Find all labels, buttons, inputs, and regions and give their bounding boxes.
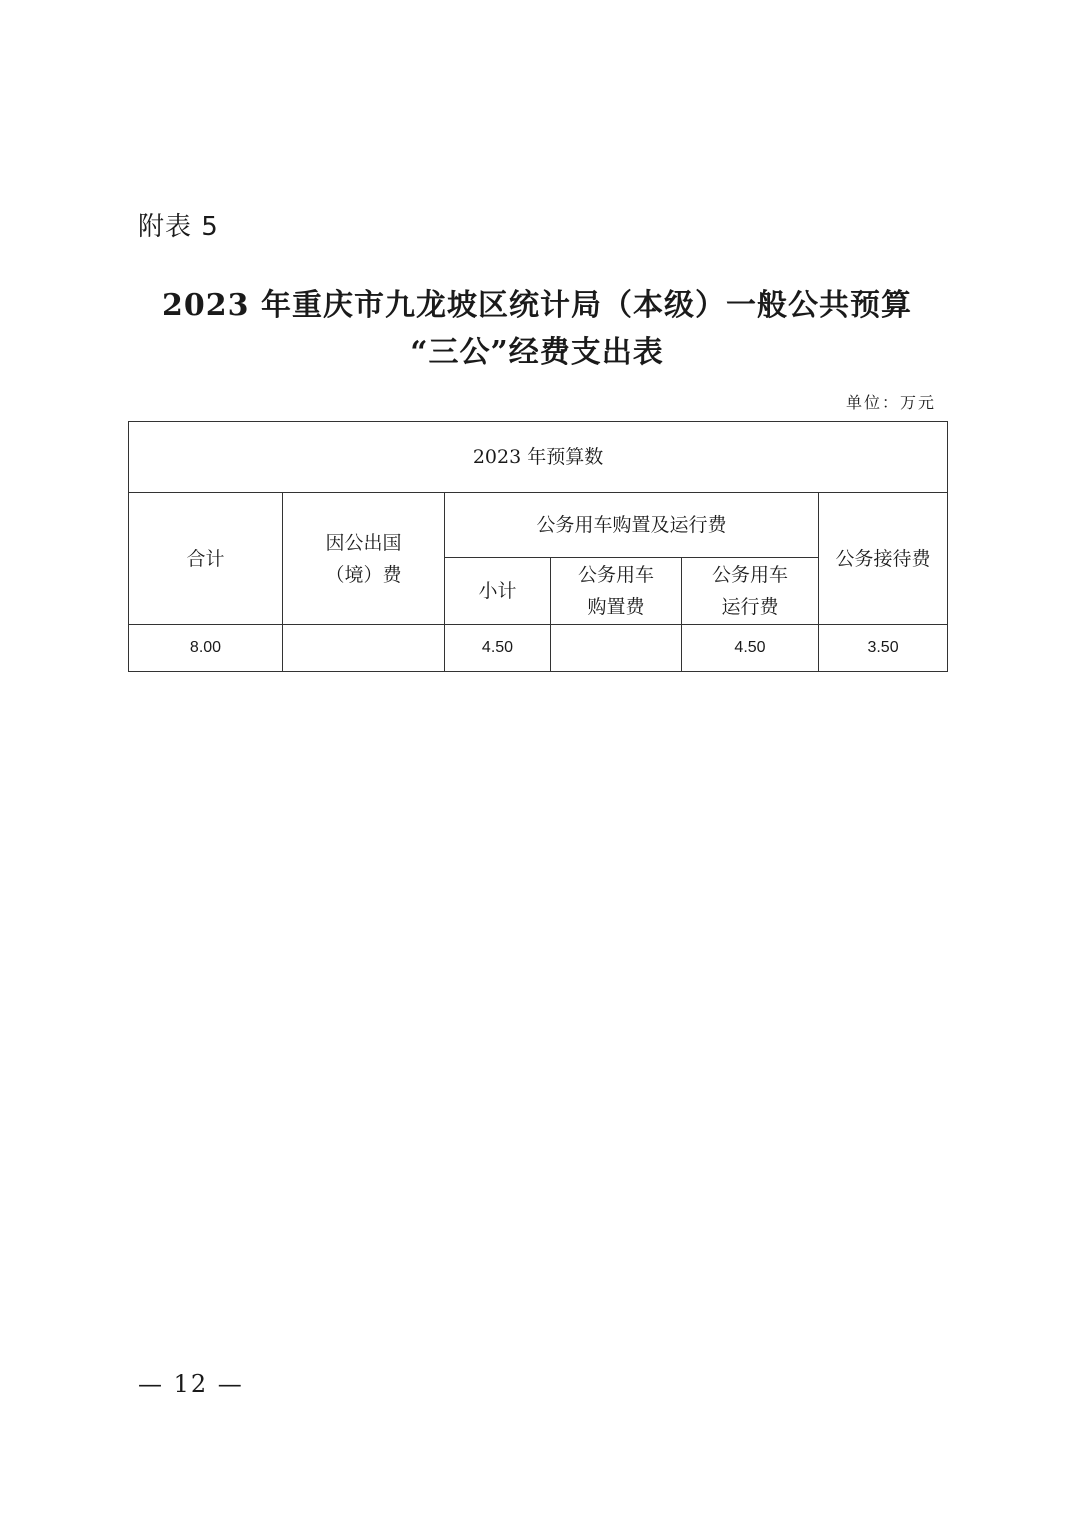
cell-total: 8.00 [129,625,283,672]
col-vehicle-operation-line2: 运行费 [721,596,779,618]
col-vehicle-purchase-line1: 公务用车 [577,564,654,586]
col-abroad-header [283,493,445,625]
cell-reception: 3.50 [819,625,948,672]
col-abroad-line1: 因公出国 [325,531,402,554]
col-vehicle-operation-header [682,558,819,625]
table-subheader-row [129,493,948,558]
col-abroad-line2: （境）费 [325,563,402,586]
col-reception-header: 公务接待费 [819,493,948,625]
col-vehicle-purchase-header [551,558,682,625]
table-header-row [129,422,948,493]
header-year-cell: 2023 年预算数 [129,422,948,493]
page-number: — 12 — [138,1370,244,1398]
document-title-line1: 2023 年重庆市九龙坡区统计局（本级）一般公共预算 [162,288,912,323]
col-vehicle-group-header: 公务用车购置及运行费 [445,493,819,558]
col-total-header: 合计 [129,493,283,625]
cell-vehicle-subtotal: 4.50 [445,625,551,672]
appendix-label: 附表 5 [138,212,219,242]
cell-abroad [283,625,445,672]
document-title-line2: “三公”经费支出表 [410,335,664,370]
col-vehicle-operation-line1: 公务用车 [711,564,788,586]
col-vehicle-purchase-line2: 购置费 [587,596,645,618]
table-row [129,625,948,672]
cell-vehicle-operation: 4.50 [682,625,819,672]
unit-label: 单位：万元 [845,393,936,412]
budget-table [128,421,948,672]
col-vehicle-subtotal-header: 小计 [445,558,551,625]
cell-vehicle-purchase [551,625,682,672]
